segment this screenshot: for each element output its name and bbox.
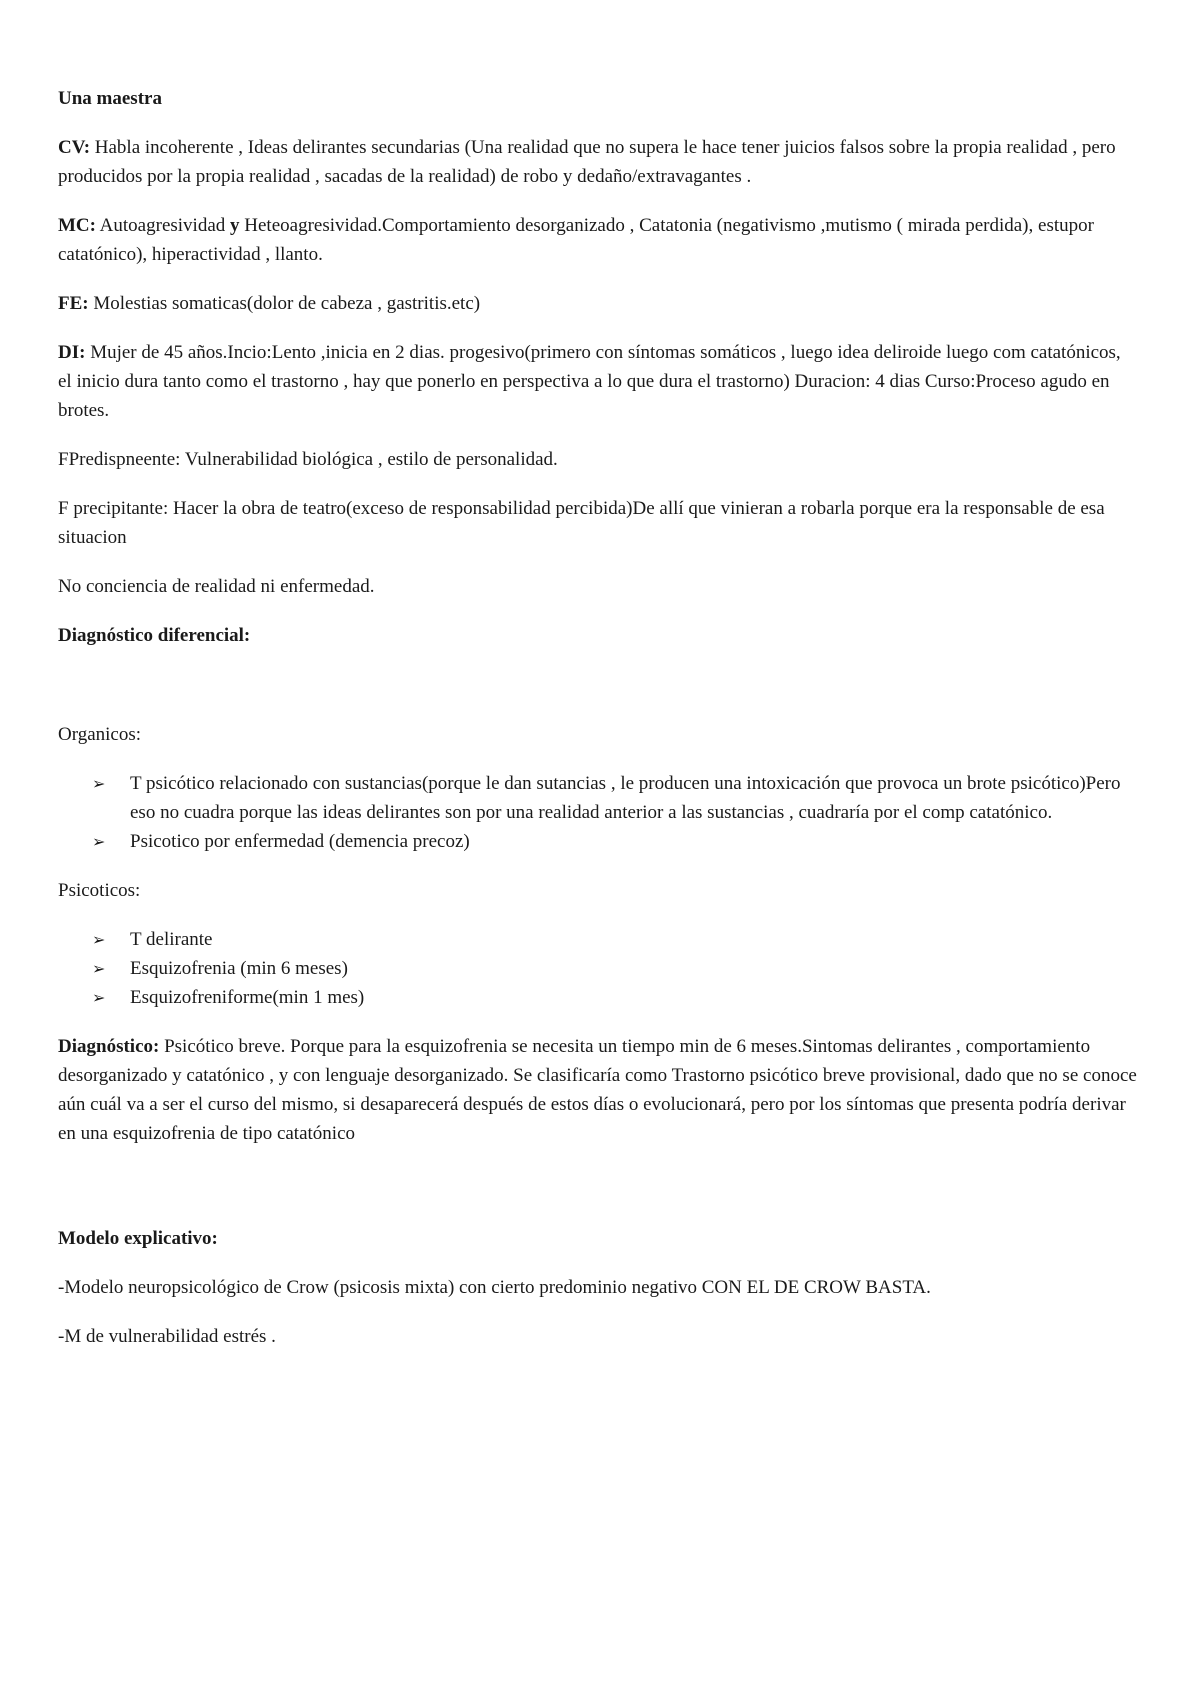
document-body bbox=[58, 84, 1138, 1371]
document-title: Una maestra bbox=[58, 88, 162, 109]
fe-label: FE: bbox=[58, 293, 89, 314]
organicos-label: Organicos: bbox=[58, 724, 142, 745]
no-conciencia-paragraph: No conciencia de realidad ni enfermedad. bbox=[58, 576, 375, 597]
psicoticos-list bbox=[58, 925, 1138, 1012]
organicos-list bbox=[58, 769, 1138, 856]
list-item: ➢ Esquizofrenia (min 6 meses) bbox=[92, 954, 1138, 983]
mc-paragraph: MC: Autoagresividad y Heteoagresividad.Comportamiento desorganizado , Catatonia (negativismo ,mutismo ( mirada perdida), estupor catatónico), hiperactividad , llanto. bbox=[58, 215, 1094, 265]
modelo-heading: Modelo explicativo: bbox=[58, 1228, 218, 1249]
spacer bbox=[58, 670, 1138, 720]
spacer bbox=[58, 1168, 1138, 1224]
mc-label: MC: bbox=[58, 215, 96, 236]
psicoticos-label: Psicoticos: bbox=[58, 880, 141, 901]
arrowhead-bullet-icon: ➢ bbox=[92, 988, 106, 1007]
di-paragraph: DI: Mujer de 45 años.Incio:Lento ,inicia en 2 dias. progesivo(primero con síntomas somáticos , luego idea deliroide luego com catatónicos, el inicio dura tanto como el trastorno , hay que ponerlo en perspectiva a lo que dura el trastorno) Duracion: 4 dias Curso:Proceso agudo en brotes. bbox=[58, 342, 1121, 421]
modelo-item-2: -M de vulnerabilidad estrés . bbox=[58, 1326, 276, 1347]
dx-diferencial-heading: Diagnóstico diferencial: bbox=[58, 625, 251, 646]
cv-paragraph: CV: Habla incoherente , Ideas delirantes secundarias (Una realidad que no supera le hace tener juicios falsos sobre la propia realidad , pero producidos por la propia realidad , sacadas de la realidad) de robo y dedaño/extravagantes . bbox=[58, 137, 1116, 187]
arrowhead-bullet-icon: ➢ bbox=[92, 832, 106, 851]
cv-label: CV: bbox=[58, 137, 91, 158]
list-item: ➢ Psicotico por enfermedad (demencia precoz) bbox=[92, 827, 1138, 856]
diagnostico-paragraph: Diagnóstico: Psicótico breve. Porque para la esquizofrenia se necesita un tiempo min de 6 meses.Sintomas delirantes , comportamiento desorganizado y catatónico , y con lenguaje desorganizado. Se clasificaría como Trastorno psicótico breve provisional, dado que no se conoce aún cuál va a ser el curso del mismo, si desaparecerá después de estos días o evolucionará, pero por los síntomas que presenta podría derivar en una esquizofrenia de tipo catatónico bbox=[58, 1036, 1137, 1144]
fpredisponente-paragraph: FPredispneente: Vulnerabilidad biológica , estilo de personalidad. bbox=[58, 449, 558, 470]
list-item: ➢ T psicótico relacionado con sustancias(porque le dan sutancias , le producen una intoxicación que provoca un brote psicótico)Pero eso no cuadra porque las ideas delirantes son por una realidad anterior a las sustancias , cuadraría por el comp catatónico. bbox=[92, 769, 1138, 827]
list-item: ➢ T delirante bbox=[92, 925, 1138, 954]
fprecipitante-paragraph: F precipitante: Hacer la obra de teatro(exceso de responsabilidad percibida)De allí que vinieran a robarla porque era la responsable de esa situacion bbox=[58, 498, 1105, 548]
list-item: ➢ Esquizofreniforme(min 1 mes) bbox=[92, 983, 1138, 1012]
fe-paragraph: FE: Molestias somaticas(dolor de cabeza , gastritis.etc) bbox=[58, 293, 481, 314]
arrowhead-bullet-icon: ➢ bbox=[92, 774, 106, 793]
di-label: DI: bbox=[58, 342, 86, 363]
modelo-item-1: -Modelo neuropsicológico de Crow (psicosis mixta) con cierto predominio negativo CON EL DE CROW BASTA. bbox=[58, 1277, 931, 1298]
arrowhead-bullet-icon: ➢ bbox=[92, 959, 106, 978]
diagnostico-label: Diagnóstico: bbox=[58, 1036, 160, 1057]
arrowhead-bullet-icon: ➢ bbox=[92, 930, 106, 949]
